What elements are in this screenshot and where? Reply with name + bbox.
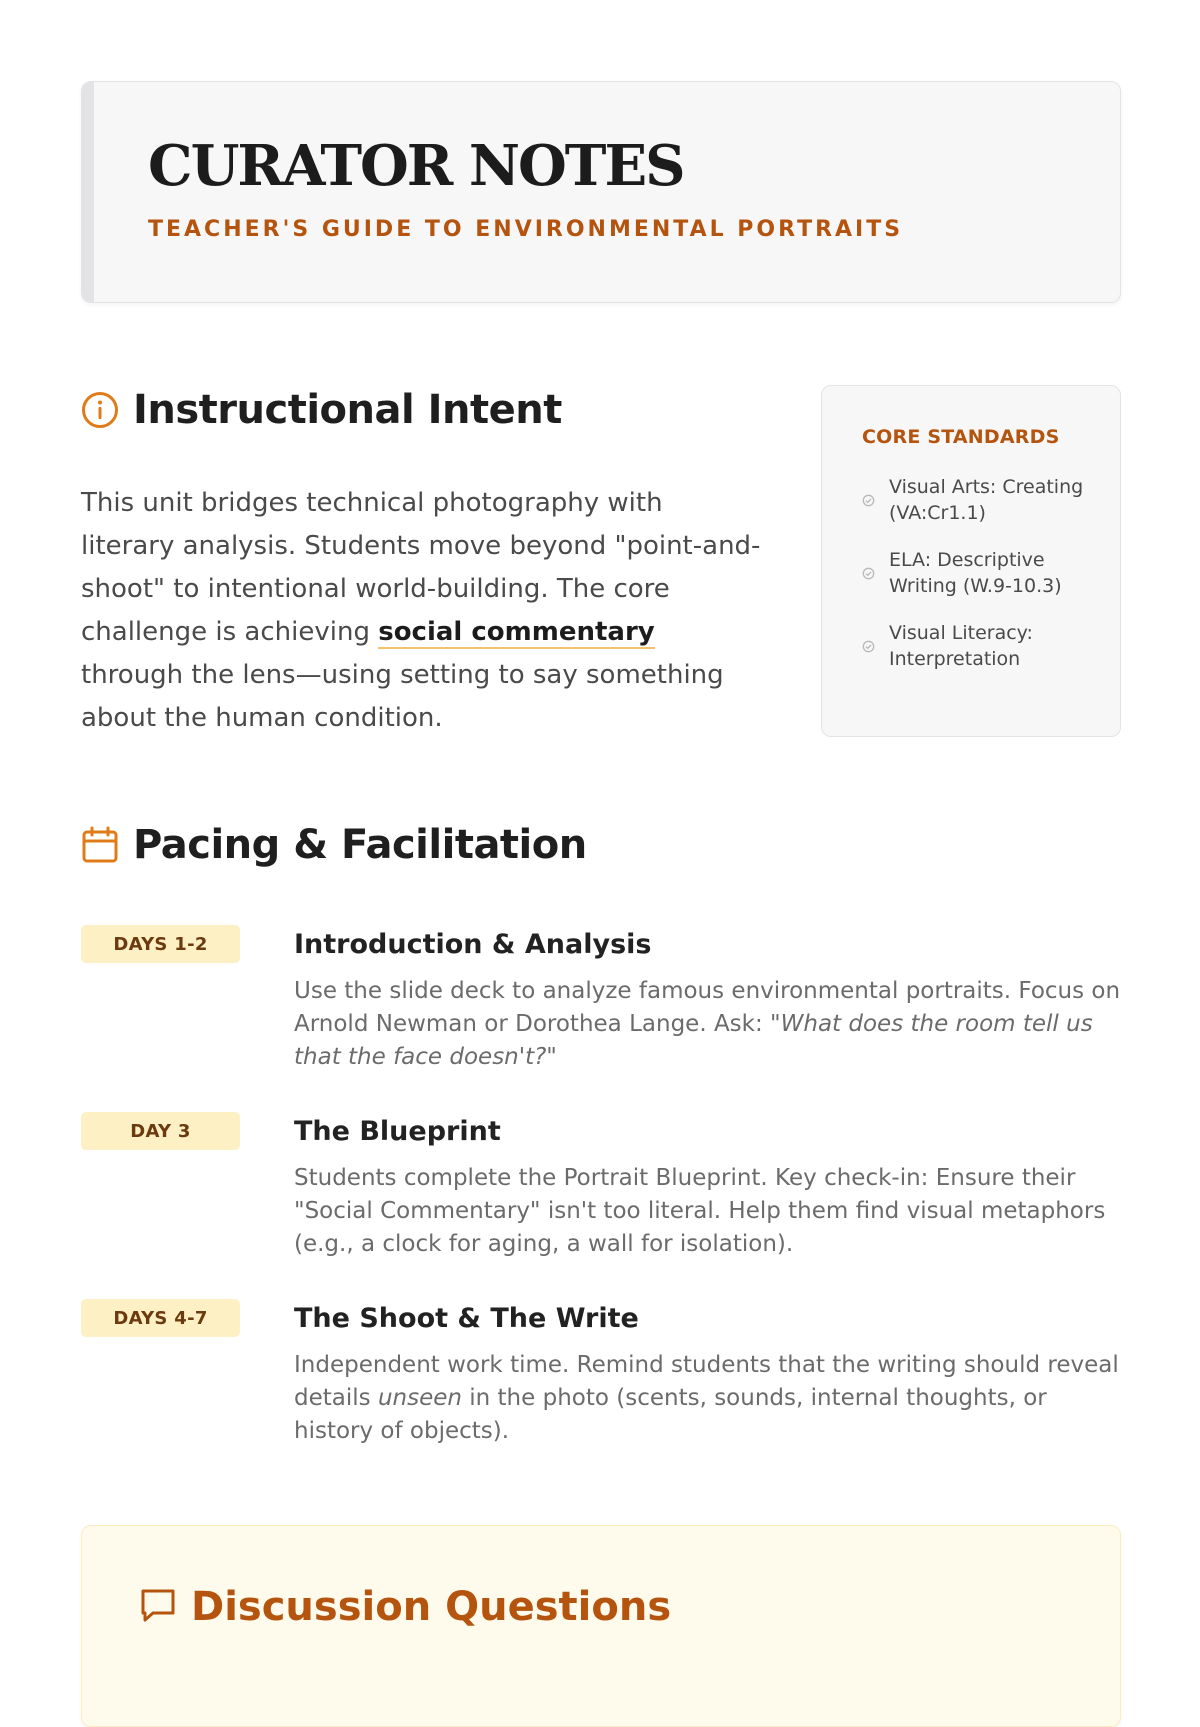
intent-body xyxy=(81,482,761,740)
core-standards-card xyxy=(821,385,1121,737)
discussion-heading xyxy=(139,1586,671,1628)
standards-list xyxy=(862,474,1096,672)
day-badge: DAYS 4-7 xyxy=(81,1299,240,1337)
check-circle-icon xyxy=(862,640,875,653)
intent-body-text-end: through the lens—using setting to say something about the human condition. xyxy=(81,660,724,733)
header-accent-bar xyxy=(82,82,94,302)
social-commentary-emphasis: social commentary xyxy=(378,617,655,647)
pacing-row-description xyxy=(294,975,1124,1074)
pacing-desc-italic: "What does the room tell us that the face doesn't?" xyxy=(294,1011,1093,1070)
pacing-row-title: Introduction & Analysis xyxy=(294,929,652,960)
pacing-desc-text: Independent work time. Remind students that the writing should reveal details xyxy=(294,1352,1119,1411)
check-circle-icon xyxy=(862,567,875,580)
standard-label: Visual Arts: Creating (VA:Cr1.1) xyxy=(889,476,1084,524)
list-item xyxy=(862,620,1096,672)
pacing-desc-italic: unseen xyxy=(377,1385,462,1411)
pacing-row-description xyxy=(294,1349,1124,1448)
day-badge: DAYS 1-2 xyxy=(81,925,240,963)
standard-label: Visual Literacy: Interpretation xyxy=(889,622,1033,670)
day-badge: DAY 3 xyxy=(81,1112,240,1150)
discussion-heading-text: Discussion Questions xyxy=(191,1584,672,1630)
pacing-row-title: The Blueprint xyxy=(294,1116,501,1147)
pacing-desc-text: Use the slide deck to analyze famous environmental portraits. Focus on Arnold Newman or Dorothea Lange. Ask: xyxy=(294,978,1121,1037)
list-item xyxy=(862,547,1096,599)
intent-body-text: This unit bridges technical photography with literary analysis. Students move beyond "point-and-shoot" to intentional world-building. The core challenge is achieving xyxy=(81,488,761,647)
standard-label: ELA: Descriptive Writing (W.9-10.3) xyxy=(889,549,1062,597)
discussion-card xyxy=(81,1525,1121,1727)
list-item xyxy=(862,474,1096,526)
calendar-icon xyxy=(81,826,119,864)
pacing-row-title: The Shoot & The Write xyxy=(294,1303,639,1334)
page-title: CURATOR NOTES xyxy=(148,133,684,199)
core-standards-heading: CORE STANDARDS xyxy=(862,426,1060,448)
check-circle-icon xyxy=(862,494,875,507)
intent-heading-text: Instructional Intent xyxy=(133,387,562,433)
pacing-heading xyxy=(81,822,587,868)
pacing-desc-text: Students complete the Portrait Blueprint. Key check-in: Ensure their "Social Commentary" isn't too literal. Help them find visual metaphors (e.g., a clock for aging, a wall for isolation). xyxy=(294,1165,1106,1257)
pacing-row-description xyxy=(294,1162,1124,1261)
chat-icon xyxy=(139,1586,177,1628)
info-icon xyxy=(81,391,119,429)
pacing-heading-text: Pacing & Facilitation xyxy=(133,822,587,868)
page-subtitle: TEACHER'S GUIDE TO ENVIRONMENTAL PORTRAITS xyxy=(148,217,904,242)
pacing-desc-text-end: in the photo (scents, sounds, internal thoughts, or history of objects). xyxy=(294,1385,1047,1444)
intent-heading xyxy=(81,387,562,433)
